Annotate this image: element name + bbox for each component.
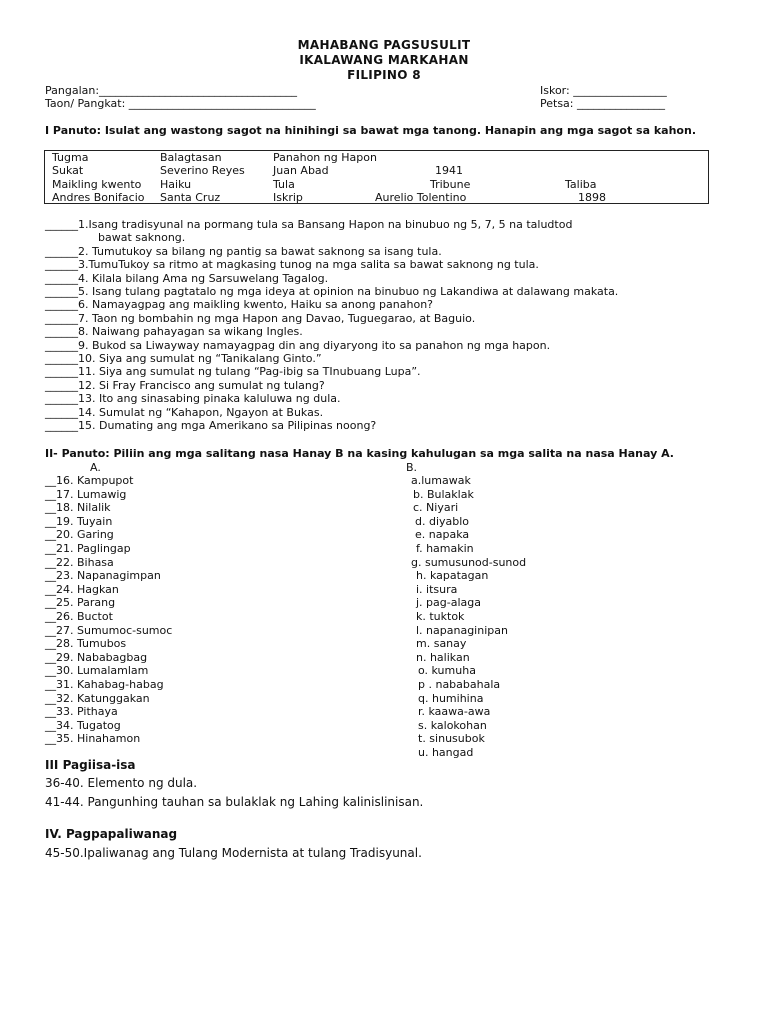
exam-title: MAHABANG PAGSUSULIT [297, 38, 471, 52]
part3-item: 41-44. Pangunhing tauhan sa bulaklak ng Lahing kalinislinisan. [45, 795, 424, 809]
question-item: ______9. Bukod sa Liwayway namayagpag din ang diyaryong ito sa panahon ng mga hapon. [45, 338, 551, 352]
column-a-heading: A. [90, 461, 101, 474]
question-item: bawat saknong. [98, 231, 186, 245]
column-b-item: f. hamakin [416, 542, 474, 555]
column-a-item: __18. Nilalik [45, 501, 111, 515]
question-item: ______10. Siya ang sumulat ng “Tanikalang Ginto.” [45, 352, 322, 365]
answer-box-cell: Andres Bonifacio [52, 191, 145, 204]
answer-box-cell: Tugma [52, 151, 89, 164]
question-item: ______7. Taon ng bombahin ng mga Hapon ang Davao, Tuguegarao, at Baguio. [45, 311, 476, 325]
column-a-item: __31. Kahabag-habag [45, 678, 164, 691]
question-item: ______14. Sumulat ng “Kahapon, Ngayon at Bukas. [45, 405, 324, 419]
question-item: ______1.Isang tradisyunal na pormang tula sa Bansang Hapon na binubuo ng 5, 7, 5 na taludtod [45, 218, 573, 231]
column-a-item: __26. Buctot [45, 610, 113, 623]
answer-box-cell: Maikling kwento [52, 178, 142, 191]
answer-box-cell: Severino Reyes [160, 164, 245, 177]
answer-box-cell: Tula [273, 178, 295, 191]
answer-box-cell: 1941 [435, 164, 463, 177]
answer-box-cell: Tribune [430, 178, 471, 191]
answer-box-cell: 1898 [578, 191, 606, 204]
column-b-item: i. itsura [416, 582, 458, 596]
column-b-item: j. pag-alaga [416, 596, 481, 610]
column-b-item: q. humihina [418, 691, 484, 705]
column-b-item: e. napaka [415, 528, 470, 542]
column-a-item: __29. Nababagbag [45, 650, 148, 664]
answer-box-cell: Taliba [565, 178, 597, 191]
date-field: Petsa: ________________ [540, 97, 665, 110]
column-a-item: __32. Katunggakan [45, 691, 150, 705]
question-item: ______6. Namayagpag ang maikling kwento, Haiku sa anong panahon? [45, 298, 434, 312]
column-b-item: d. diyablo [415, 514, 470, 528]
answer-box-cell: Aurelio Tolentino [375, 191, 467, 204]
part2-instruction: II- Panuto: Piliin ang mga salitang nasa Hanay B na kasing kahulugan sa mga salita na nasa Hanay A. [45, 447, 674, 460]
question-item: ______4. Kilala bilang Ama ng Sarsuwelang Tagalog. [45, 271, 329, 285]
column-b-item: g. sumusunod-sunod [411, 555, 527, 569]
column-a-item: __19. Tuyain [45, 514, 113, 528]
part4-heading: IV. Pagpapaliwanag [45, 827, 178, 841]
column-a-item: __24. Hagkan [45, 582, 119, 596]
name-field: Pangalan:____________________________________ [45, 84, 298, 97]
question-item: ______13. Ito ang sinasabing pinaka kaluluwa ng dula. [45, 392, 341, 406]
answer-box-cell: Santa Cruz [160, 191, 221, 204]
column-b-item: t. sinusubok [418, 732, 485, 746]
column-b-item: o. kumuha [418, 664, 476, 678]
answer-box-cell: Sukat [52, 164, 84, 177]
column-a-item: __17. Lumawig [45, 487, 127, 501]
column-b-item: u. hangad [418, 746, 474, 759]
column-b-item: s. kalokohan [418, 718, 487, 732]
exam-quarter: IKALAWANG MARKAHAN [299, 53, 469, 67]
column-b-heading: B. [406, 461, 418, 474]
column-b-item: h. kapatagan [416, 569, 489, 583]
column-a-item: __27. Sumumoc-sumoc [45, 623, 173, 637]
answer-box-cell: Iskrip [273, 191, 303, 204]
answer-box-cell: Haiku [160, 178, 192, 191]
column-a-item: __22. Bihasa [45, 555, 114, 569]
column-b-item: c. Niyari [413, 501, 459, 515]
column-b-item: r. kaawa-awa [418, 705, 491, 719]
score-field: Iskor: _________________ [540, 84, 667, 97]
column-b-item: b. Bulaklak [413, 487, 474, 501]
answer-box-cell: Balagtasan [160, 151, 222, 164]
question-item: ______2. Tumutukoy sa bilang ng pantig sa bawat saknong sa isang tula. [45, 244, 442, 258]
column-a-item: __23. Napanagimpan [45, 569, 161, 583]
column-b-item: l. napanaginipan [416, 623, 508, 637]
column-a-item: __35. Hinahamon [45, 732, 141, 746]
column-b-item: m. sanay [416, 637, 467, 651]
column-a-item: __34. Tugatog [45, 718, 121, 732]
column-b-item: a.lumawak [411, 474, 471, 487]
answer-box-cell: Panahon ng Hapon [273, 151, 377, 164]
answer-box-cell: Juan Abad [273, 164, 329, 177]
column-a-item: __28. Tumubos [45, 637, 127, 651]
column-b-item: p . nababahala [418, 678, 501, 691]
column-a-item: __21. Paglingap [45, 542, 131, 555]
question-item: ______11. Siya ang sumulat ng tulang “Pag-ibig sa TInubuang Lupa”. [45, 365, 421, 379]
column-b-item: k. tuktok [416, 610, 465, 623]
part3-item: 36-40. Elemento ng dula. [45, 776, 198, 790]
question-item: ______15. Dumating ang mga Amerikano sa Pilipinas noong? [45, 419, 377, 432]
question-item: ______3.TumuTukoy sa ritmo at magkasing tunog na mga salita sa bawat saknong ng tula. [45, 258, 539, 272]
question-item: ______5. Isang tulang pagtatalo ng mga ideya at opinion na binubuo ng Lakandiwa at dalawang makata. [45, 285, 619, 298]
column-a-item: __30. Lumalamlam [45, 664, 149, 678]
exam-subject: FILIPINO 8 [347, 68, 421, 82]
column-a-item: __33. Pithaya [45, 705, 118, 719]
part3-heading: III Pagiisa-isa [45, 758, 136, 772]
column-a-item: __16. Kampupot [45, 474, 134, 487]
question-item: ______8. Naiwang pahayagan sa wikang Ingles. [45, 325, 303, 339]
question-item: ______12. Si Fray Francisco ang sumulat ng tulang? [45, 378, 325, 392]
part1-instruction: I Panuto: Isulat ang wastong sagot na hinihingi sa bawat mga tanong. Hanapin ang mga sagot sa kahon. [45, 124, 696, 137]
column-b-item: n. halikan [416, 650, 470, 664]
column-a-item: __25. Parang [45, 596, 116, 610]
year-section-field: Taon/ Pangkat: __________________________________ [45, 97, 316, 110]
part4-item: 45-50.Ipaliwanag ang Tulang Modernista at tulang Tradisyunal. [45, 846, 422, 860]
column-a-item: __20. Garing [45, 528, 114, 542]
